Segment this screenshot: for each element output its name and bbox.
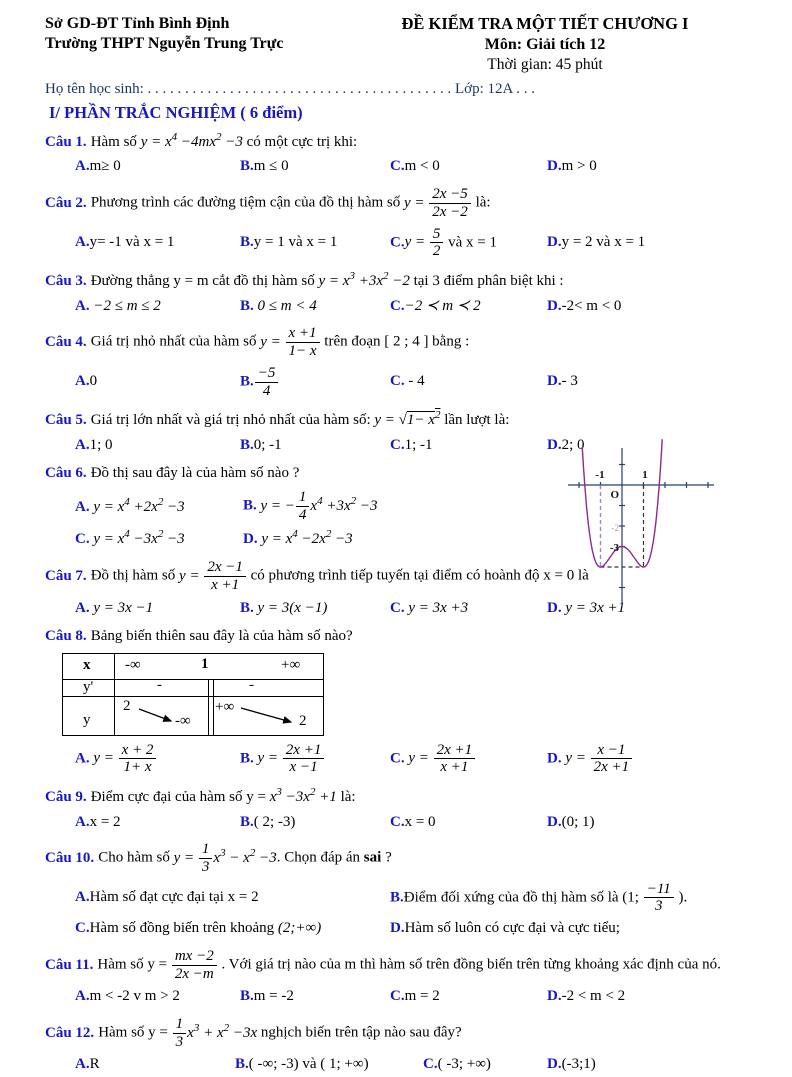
option-letter: B. <box>390 889 404 906</box>
question-text <box>45 1016 754 1051</box>
option-value: (-3;1) <box>561 1056 596 1073</box>
answer-option <box>75 985 240 1009</box>
option-letter: C. <box>390 599 405 616</box>
option-value: $y = x^4 +2x^2 -3$ <box>93 495 185 515</box>
option-letter: A. <box>75 436 90 453</box>
option-value: m = -2 <box>253 988 294 1005</box>
options-row <box>75 879 754 941</box>
bbt-yprime-header: y' <box>83 678 94 695</box>
question-label: Câu 1. <box>45 133 87 150</box>
question-statement: Đường thẳng y = m cắt đồ thị hàm số $y = x^3 +3x^2 -2$ tại 3 điểm phân biệt khi : <box>90 270 564 290</box>
options-row <box>75 985 754 1009</box>
option-value: y = 3x +3 <box>408 599 469 616</box>
department-name: Sở GD-ĐT Tỉnh Bình Định <box>45 15 230 32</box>
answer-option <box>75 597 240 621</box>
header-right <box>350 14 740 74</box>
option-value: m > 0 <box>561 158 597 175</box>
question-6 <box>45 464 754 555</box>
answer-option <box>75 525 243 552</box>
answer-option <box>240 363 390 402</box>
option-letter: A. <box>75 373 90 390</box>
question-statement: Hàm số y = $\frac{mx -2}{2x -m}$ . Với giá trị nào của m thì hàm số trên đồng biến trên từng khoảng xác định của nó. <box>97 947 721 982</box>
option-letter: A. <box>75 599 90 616</box>
answer-option <box>390 224 547 263</box>
option-value: Hàm số đồng biến trên khoảng (2;+∞) <box>89 920 322 937</box>
option-value: 1; 0 <box>89 436 113 453</box>
answer-option <box>390 597 547 621</box>
option-letter: D. <box>547 373 562 390</box>
question-8 <box>45 627 754 778</box>
question-statement: Hàm số y = $\frac{1}{3}$ $x^3 + x^2 -3x$ nghịch biến trên tập nào sau đây? <box>98 1015 462 1050</box>
option-letter: D. <box>547 750 562 767</box>
answer-option <box>390 917 754 941</box>
bbt-y-right-end: 2 <box>299 712 307 729</box>
option-letter: D. <box>390 920 405 937</box>
section-heading: I/ PHẦN TRẮC NGHIỆM ( 6 điểm) <box>49 102 303 122</box>
bbt-x-neginf: -∞ <box>125 656 141 673</box>
question-label: Câu 9. <box>45 789 87 806</box>
options-row <box>75 295 754 319</box>
option-value: y = $\frac{x + 2}{1+ x}$ <box>90 750 158 766</box>
option-letter: A. <box>75 158 90 175</box>
answer-option <box>390 434 547 458</box>
header <box>45 14 754 74</box>
option-letter: D. <box>243 531 258 548</box>
answer-option <box>240 985 390 1009</box>
answer-option <box>423 1053 547 1077</box>
option-letter: C. <box>75 531 90 548</box>
option-letter: A. <box>75 988 90 1005</box>
option-value: m = 2 <box>404 988 440 1005</box>
option-letter: C. <box>390 813 405 830</box>
option-letter: D. <box>547 988 562 1005</box>
bbt-y-right-start: +∞ <box>215 698 235 715</box>
answer-option <box>390 155 547 179</box>
school-name: Trường THPT Nguyễn Trung Trực <box>45 35 284 52</box>
question-10 <box>45 841 754 941</box>
option-value: y = $\frac{5}{2}$ và x = 1 <box>404 225 497 260</box>
question-statement: Đồ thị hàm số y = $\frac{2x -1}{x +1}$ có phương trình tiếp tuyến tại điểm có hoành độ x = 0 là <box>90 558 589 593</box>
option-letter: C. <box>390 750 405 767</box>
option-letter: A. <box>75 750 90 767</box>
option-value: -2 < m < 2 <box>561 988 626 1005</box>
answer-option <box>240 597 390 621</box>
question-label: Câu 12. <box>45 1024 95 1041</box>
option-value: −2 ≤ m ≤ 2 <box>93 297 161 314</box>
options-row <box>75 363 754 402</box>
options-row <box>75 1053 754 1077</box>
option-value: m≥ 0 <box>89 158 121 175</box>
option-letter: A. <box>75 498 90 515</box>
option-letter: C. <box>390 234 405 251</box>
option-value: R <box>89 1056 100 1073</box>
option-value: ( -∞; -3) và ( 1; +∞) <box>248 1056 369 1073</box>
option-value: $\frac{-5}{4}$ <box>254 373 280 389</box>
answer-option <box>547 811 754 835</box>
answer-option <box>235 1053 423 1077</box>
option-value: m < -2 v m > 2 <box>89 988 180 1005</box>
option-value: 2; 0 <box>561 436 585 453</box>
x-tick-label-1: 1 <box>642 469 648 482</box>
question-12 <box>45 1016 754 1077</box>
question-text <box>45 785 754 808</box>
options-row <box>75 740 754 779</box>
answer-option <box>75 740 240 779</box>
question-label: Câu 3. <box>45 273 87 290</box>
option-value: 0 ≤ m < 4 <box>257 297 317 314</box>
option-letter: B. <box>240 436 254 453</box>
option-letter: C. <box>390 436 405 453</box>
option-letter: B. <box>240 813 254 830</box>
question-text <box>45 841 754 876</box>
question-3 <box>45 269 754 318</box>
bbt-y-left-start: 2 <box>123 697 131 714</box>
answer-option <box>547 295 754 319</box>
option-letter: D. <box>547 158 562 175</box>
option-value: x = 0 <box>404 813 436 830</box>
question-4 <box>45 325 754 401</box>
question-text <box>45 627 754 647</box>
option-letter: D. <box>547 599 562 616</box>
option-value: m < 0 <box>404 158 440 175</box>
options-row <box>75 155 754 179</box>
bbt-x-posinf: +∞ <box>281 656 301 673</box>
option-letter: C. <box>75 920 90 937</box>
option-letter: D. <box>547 1056 562 1073</box>
option-value: y = $\frac{2x +1}{x +1}$ <box>405 750 477 766</box>
answer-option <box>240 231 390 255</box>
option-letter: B. <box>240 297 254 314</box>
question-statement: Giá trị nhỏ nhất của hàm số y = $\frac{x +1}{1- x}$ trên đoạn [ 2 ; 4 ] bằng : <box>90 325 470 359</box>
question-1 <box>45 130 754 179</box>
option-letter: D. <box>547 436 562 453</box>
option-value: ( -3; +∞) <box>437 1056 491 1073</box>
option-letter: C. <box>423 1056 438 1073</box>
x-tick-label-neg1: -1 <box>595 469 605 482</box>
option-value: y= -1 và x = 1 <box>89 234 175 251</box>
option-letter: B. <box>240 373 254 390</box>
bbt-yprime-sign-right: - <box>249 676 254 693</box>
options-row <box>75 224 754 263</box>
option-value: y = 3x +1 <box>565 599 626 616</box>
answer-option <box>240 295 390 319</box>
option-letter: A. <box>75 297 90 314</box>
option-value: m ≤ 0 <box>253 158 289 175</box>
answer-option <box>240 155 390 179</box>
question-text <box>45 186 754 221</box>
option-letter: B. <box>240 599 254 616</box>
question-text <box>45 325 754 360</box>
question-statement: Đồ thị sau đây là của hàm số nào ? <box>90 465 300 482</box>
option-value: y = 1 và x = 1 <box>253 234 338 251</box>
question-statement: Điểm cực đại của hàm số $y = x^3 -3x^2 +1$ là: <box>90 786 356 806</box>
option-value: y = $\frac{2x +1}{x -1}$ <box>254 750 326 766</box>
answer-option <box>75 917 390 941</box>
answer-option <box>75 295 240 319</box>
question-statement: Phương trình các đường tiệm cận của đồ thị hàm số y = $\frac{2x -5}{2x -2}$ là: <box>90 185 491 220</box>
question-2 <box>45 186 754 262</box>
option-letter: B. <box>240 234 254 251</box>
option-letter: C. <box>390 373 405 390</box>
axes <box>568 448 714 606</box>
answer-option <box>75 155 240 179</box>
subject-line: Môn: Giải tích 12 <box>484 35 606 53</box>
question-statement: Bảng biến thiên sau đây là của hàm số nào? <box>90 628 353 644</box>
question-label: Câu 11. <box>45 956 94 973</box>
question-9 <box>45 785 754 834</box>
option-letter: C. <box>390 988 405 1005</box>
quartic-function-graph <box>566 446 758 611</box>
origin-label: O <box>610 489 619 502</box>
question-11 <box>45 948 754 1009</box>
question-label: Câu 4. <box>45 333 87 350</box>
option-value: $y = x^4 -3x^2 -3$ <box>93 528 185 548</box>
y-tick-label-neg3: -3 <box>609 542 619 555</box>
question-label: Câu 10. <box>45 849 95 866</box>
exam-title: ĐỀ KIỂM TRA MỘT TIẾT CHƯƠNG I <box>401 14 689 33</box>
option-value: y = 3x −1 <box>93 599 154 616</box>
option-value: y = 3(x −1) <box>257 599 328 616</box>
question-statement: Hàm số $y = x^4 -4mx^2 -3$ có một cực trị khi: <box>90 130 358 150</box>
answer-option <box>547 740 754 779</box>
answer-option <box>547 370 754 394</box>
answer-option <box>390 295 547 319</box>
question-text <box>45 269 754 292</box>
option-letter: D. <box>547 234 562 251</box>
answer-option <box>75 231 240 255</box>
answer-option <box>390 740 547 779</box>
options-row <box>75 811 754 835</box>
option-value: 0; -1 <box>253 436 282 453</box>
bbt-y-left-end: -∞ <box>175 712 191 729</box>
student-name-line: Họ tên học sinh: . . . . . . . . . . . . . . . . . . . . . . . . . . . . . . . . . . . . . . . . . Lớp: 12A . . . <box>45 81 536 97</box>
option-value: Hàm số đạt cực đại tại x = 2 <box>89 889 259 906</box>
bbt-arrows <box>63 654 323 735</box>
answer-option <box>390 370 547 394</box>
header-left <box>45 14 350 74</box>
question-label: Câu 8. <box>45 628 87 644</box>
option-value: 1; -1 <box>404 436 433 453</box>
answer-option <box>547 231 754 255</box>
option-letter: A. <box>75 889 90 906</box>
bbt-x-header: x <box>83 656 91 673</box>
option-letter: D. <box>547 813 562 830</box>
answer-option <box>75 1053 235 1077</box>
question-statement: Cho hàm số y = $\frac{1}{3}$ $x^3 - x^2 -3$. Chọn đáp án sai ? <box>98 841 392 875</box>
answer-option <box>75 886 390 910</box>
answer-option <box>75 370 240 394</box>
option-value: x = 2 <box>89 813 121 830</box>
option-letter: B. <box>243 497 257 514</box>
option-value: -2< m < 0 <box>561 297 622 314</box>
question-label: Câu 6. <box>45 465 87 482</box>
answer-option <box>75 493 243 520</box>
answer-option <box>240 740 390 779</box>
option-value: y = − $\frac{1}{4}$ $x^4 +3x^2 -3$ <box>260 488 378 523</box>
answer-option <box>547 985 754 1009</box>
y-tick-label-neg2: -2 <box>611 523 619 534</box>
question-text <box>45 130 754 153</box>
option-value: Hàm số luôn có cực đại và cực tiểu; <box>404 920 620 937</box>
question-text <box>45 948 754 983</box>
option-letter: C. <box>390 297 405 314</box>
option-letter: C. <box>390 158 405 175</box>
duration-line: Thời gian: 45 phút <box>487 55 603 73</box>
option-value: - 3 <box>561 373 578 390</box>
question-label: Câu 7. <box>45 567 87 584</box>
option-value: y = $\frac{x -1}{2x +1}$ <box>562 750 634 766</box>
answer-option <box>240 811 390 835</box>
answer-option <box>547 155 754 179</box>
option-letter: D. <box>547 297 562 314</box>
answer-option <box>240 434 390 458</box>
bbt-yprime-sign-left: - <box>157 676 162 693</box>
option-letter: A. <box>75 234 90 251</box>
bbt-x-one: 1 <box>201 655 209 672</box>
option-letter: B. <box>240 158 254 175</box>
answer-option <box>75 434 240 458</box>
option-value: $y = x^4 -2x^2 -3$ <box>261 528 353 548</box>
option-letter: B. <box>240 750 254 767</box>
answer-option <box>390 811 547 835</box>
option-value: ( 2; -3) <box>253 813 296 830</box>
answer-option <box>547 1053 754 1077</box>
option-value: −2 ≺ m ≺ 2 <box>404 297 481 314</box>
answer-option <box>390 879 754 918</box>
option-letter: A. <box>75 813 90 830</box>
option-value: Điểm đối xứng của đồ thị hàm số là (1; $\frac{-11}{3}$ ). <box>403 880 688 915</box>
question-label: Câu 5. <box>45 412 87 429</box>
option-value: y = 2 và x = 1 <box>561 234 646 251</box>
question-label: Câu 2. <box>45 194 87 211</box>
question-text <box>45 408 754 431</box>
option-value: (0; 1) <box>561 813 595 830</box>
option-letter: B. <box>240 988 254 1005</box>
answer-option <box>75 811 240 835</box>
option-value: - 4 <box>404 373 425 390</box>
option-letter: A. <box>75 1056 90 1073</box>
option-letter: B. <box>235 1056 249 1073</box>
variation-table <box>62 653 324 736</box>
question-statement: Giá trị lớn nhất và giá trị nhỏ nhất của hàm số: $y = √1- x^2$ lần lượt là: <box>90 409 510 429</box>
answer-option <box>390 985 547 1009</box>
bbt-y-header: y <box>83 711 91 728</box>
options-row <box>75 487 635 555</box>
option-value: 0 <box>89 373 98 390</box>
